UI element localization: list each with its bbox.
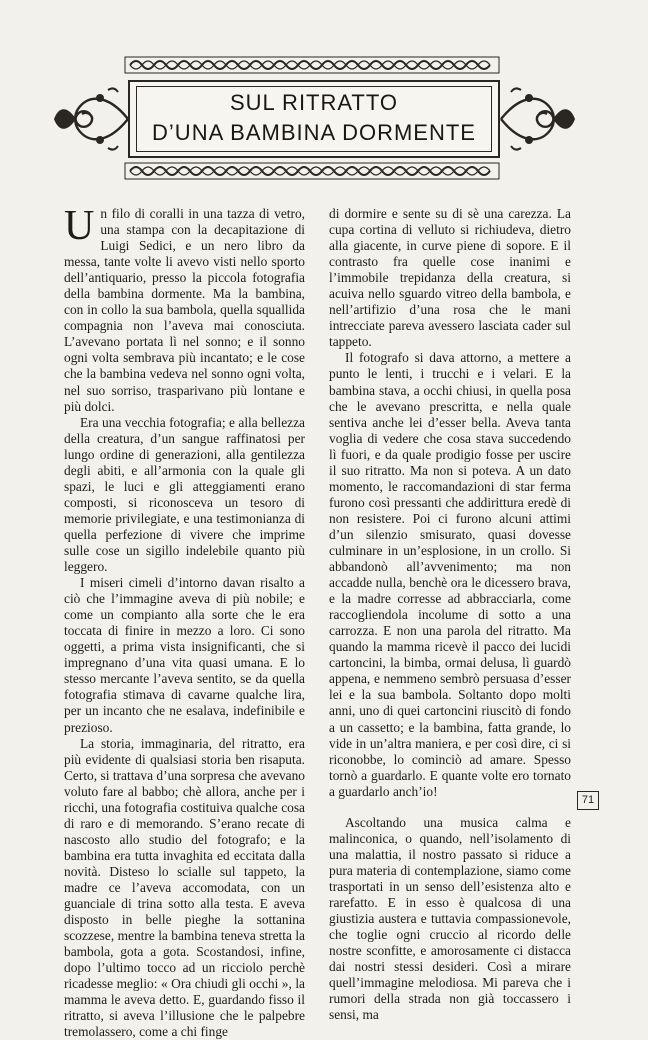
left-scroll-ornament-icon	[48, 84, 132, 154]
paragraph: La storia, immaginaria, del ritratto, era più evidente di qualsiasi storia ben risaputa. Certo, si trattava d’una sorpresa che avevano voluto fare al babbo; chè allora, anche per i ricchi, una fotografia costituiva qualche cosa di raro e di memorando. S’erano recate di nascosto allo studio del fotografo; e la bambina era tutta invaghita ed eccitata dalla novità. Disteso lo scialle sul tappeto, la madre ce l’aveva accomodata, con un guanciale di trina sotto alla testa. E aveva disposto in belle pieghe la sottanina scozzese, mentre la bambina teneva stretta la bambola, gota a gota. Scostandosi, infine, dopo l’ultimo tocco ad un ricciolo perchè ricadesse meglio: « Ora chiudi gli occhi », la mamma le aveva detto. E, guardando fisso il ritratto, si aveva l’illusione che le palpebre tremolassero, come a chi finge	[64, 735, 305, 1040]
bottom-ornament-band	[0, 160, 648, 182]
drop-cap: U	[64, 203, 95, 249]
page-number: 71	[577, 791, 599, 810]
paragraph	[64, 203, 305, 415]
paragraph: di dormire e sente su di sè una carezza. La cupa cortina di velluto si richiudeva, dietro alla giacente, in curve piene di sopore. E il contrasto fra quelle cose inanimi e l’immobile trepidanza della creatura, si acuiva nello sguardo vitreo della bambola, e nell’artifizio d’una rosa che le mani intrecciate pareva avessero lasciata cader sul tappeto.	[329, 206, 571, 350]
right-scroll-ornament-icon	[494, 84, 584, 154]
title-frame	[128, 80, 500, 158]
paragraph: Il fotografo si dava attorno, a mettere a punto le lenti, i trucchi e i velari. E la bambina stava, a occhi chiusi, in quella posa che le avevano prescritta, e nella quale sentiva anche lei d’esser bella. Aveva tanta voglia di vedere che cosa stava succedendo lì fuori, e da quale prodigio fosse per uscire il suo ritratto. Ma non si poteva. A un dato momento, le raccomandazioni di star ferma furono così pressanti che addirittura eredè di non resistere. Poi ci furono alcuni attimi d’un silenzio smisurato, quasi dovesse culminare in un’esplosione, in un crollo. Si abbandonò all’avvenimento; ma non accadde nulla, benchè ora le dicessero brava, e la madre corresse ad abbracciarla, come raccogliendola incolume di sotto a una carrozza. E non una parola del ritratto. Ma quando la mamma ricevè il pacco dei lucidi cartoncini, la bimba, ormai delusa, lì guardò appena, e nemmeno sembrò persuasa d’esser lei e la sua bambola. Soltanto dopo molti anni, uno di quei cartoncini riuscitò di fondo a un cassetto; e la bambina, fatta grande, lo vide in un’altra maniera, e per così dire, ci si riconobbe, lo cominciò ad amare. Spesso tornò a guardarlo. E quante volte ero tornato a guardarlo anch’io!	[329, 350, 571, 799]
left-column	[64, 203, 305, 1040]
paragraph-text: n filo di coralli in una tazza di vetro, una stampa con la decapitazione di Luigi Sedici, e un nero libro da messa, tante volte li avevo visti nello sporto dell’antiquario, presso la piccola fotografia della bambina dormente. Ma la bambina, con in collo la sua bambola, quella squallida compagnia non l’aveva mai conosciuta. L’avevano portata lì nel sonno; e il sonno ogni volta sembrava più incantato; e le cose che la bambina vedeva nel sonno ogni volta, nel suo sorriso, trasparivano più lontane e più dolci.	[64, 206, 305, 414]
right-column	[329, 206, 571, 1023]
paragraph: Era una vecchia fotografia; e alla bellezza della creatura, d’un sangue raffinatosi per lungo ordine di generazioni, alla gentilezza degli abiti, e all’armonia con la quale gli spazi, le luci e gli atteggiamenti erano composti, si riconosceva un tesoro di memorie privilegiate, e una testimonianza di quella perfezione di vivere che imprime sulle cose un sigillo indelebile quanto più leggero.	[64, 414, 305, 575]
top-ornament-band	[0, 54, 648, 76]
title-line-2: D’UNA BAMBINA DORMENTE	[152, 120, 476, 145]
title-line-1: SUL RITRATTO	[229, 90, 399, 115]
paragraph: Ascoltando una musica calma e malinconica, o quando, nell’isolamento di una malattia, il nostro passato si riduce a pura materia di contemplazione, siamo come trasportati in un senso dell’esistenza alto e rarefatto. E in esso è qualcosa di una giustizia austera e tuttavia compassionevole, che toglie ogni cruccio al ricordo delle nostre sconfitte, e amorosamente ci distacca dai nostri stessi desideri. Così a mirare quell’immagine melodiosa. Mi pareva che i rumori della strada non già toccassero i sensi, ma	[329, 814, 571, 1023]
paragraph: I miseri cimeli d’intorno davan risalto a ciò che l’immagine aveva di più nobile; e come un compianto alla sorte che le era toccata di finire in mezzo a loro. Ci sono oggetti, a prima vista insignificanti, che si impregnano d’una vita quasi umana. E lo stesso mercante l’aveva sentito, se da quella fotografia stimava di cavarne qualche lira, per un incanto che ne esalava, indefinibile e prezioso.	[64, 575, 305, 735]
